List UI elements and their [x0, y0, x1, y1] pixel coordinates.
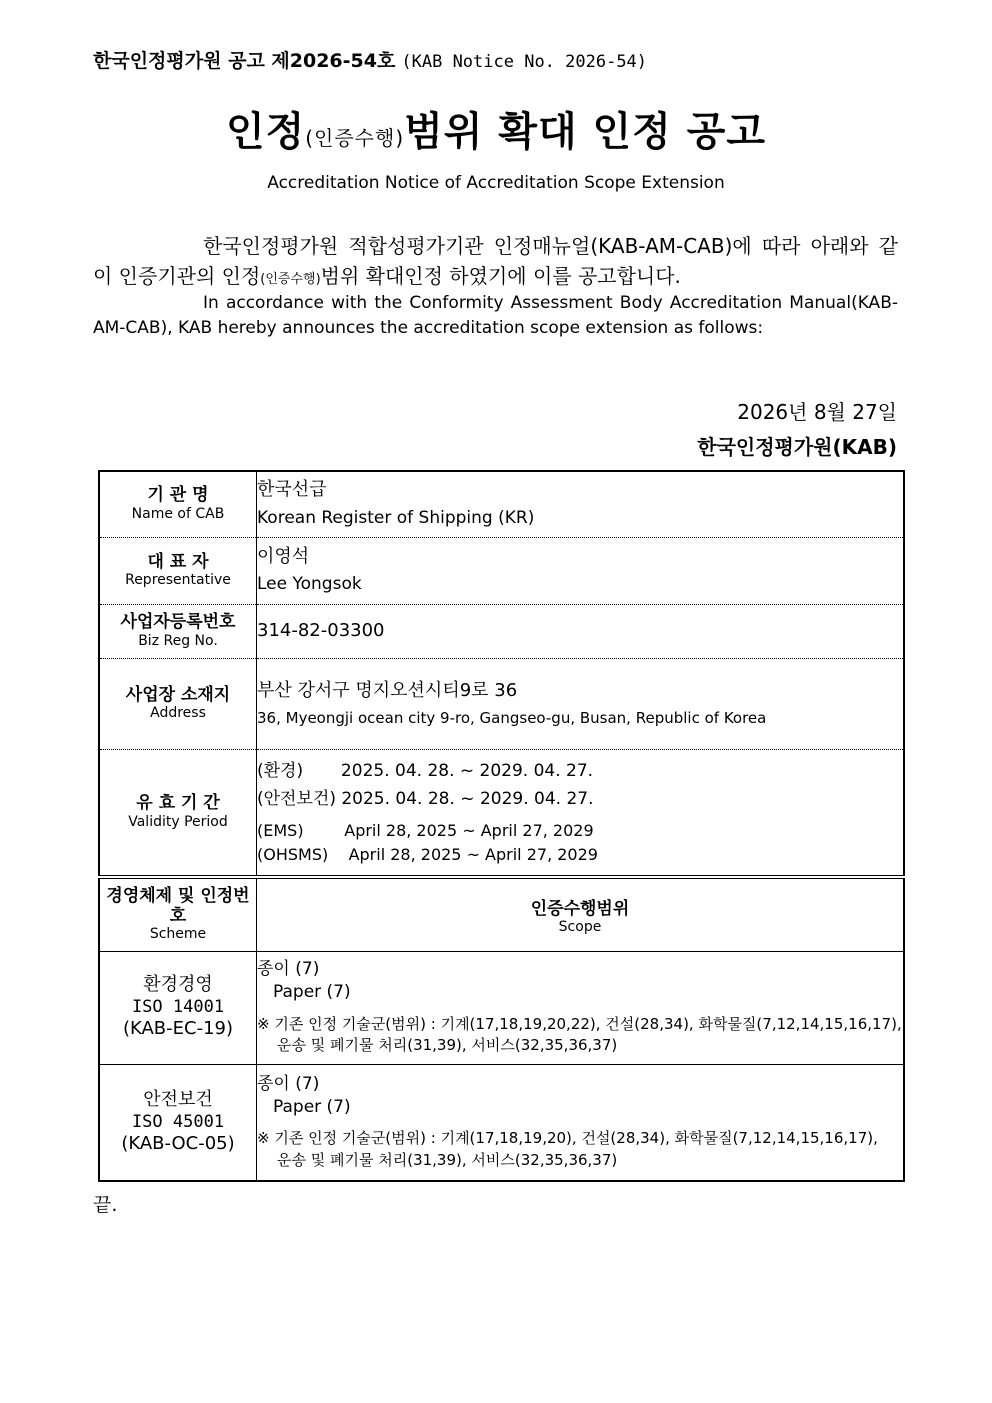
label-address	[99, 658, 257, 749]
table-row-address	[99, 658, 904, 749]
value-validity	[257, 749, 905, 877]
scope-ohsms-note-b: 운송 및 폐기물 처리(31,39), 서비스(32,35,36,37)	[277, 1151, 618, 1170]
table-row-biz	[99, 604, 904, 658]
scope-ohsms-en: Paper (7)	[273, 1096, 351, 1117]
scheme-ems-name: 환경경영	[143, 974, 213, 996]
label-biz-ko: 사업자등록번호	[120, 612, 236, 633]
scope-head-en: Scope	[558, 919, 602, 936]
label-biz	[99, 604, 257, 658]
scope-ohsms-note-a: ※ 기존 인정 기술군(범위) : 기계(17,18,19,20), 건설(28,34), 화학물질(7,12,14,15,16,17),	[257, 1129, 878, 1148]
label-cab-en: Name of CAB	[131, 505, 225, 522]
scheme-ohsms-label	[99, 1064, 257, 1181]
label-validity-en: Validity Period	[128, 813, 228, 830]
scheme-ohsms-std: ISO 45001	[131, 1111, 225, 1132]
intro-ko-part-a: 한국인정평가원 적합성평가기관 인정매뉴얼(KAB-AM-CAB)에 따라 아래와 같이 인증기관의 인정	[93, 234, 898, 288]
scheme-ems-code: (KAB-EC-19)	[122, 1018, 234, 1040]
label-biz-en: Biz Reg No.	[138, 632, 218, 649]
label-address-en: Address	[150, 705, 206, 722]
end-mark: 끝.	[93, 1194, 118, 1216]
scope-head-ko: 인증수행범위	[530, 899, 630, 920]
value-biz	[257, 604, 905, 658]
issuer: 한국인정평가원(KAB)	[697, 435, 897, 459]
title-part-b: 범위 확대 인정 공고	[404, 109, 767, 155]
title-small: (인증수행)	[305, 126, 405, 150]
notice-date: 2026년 8월 27일	[737, 400, 897, 424]
label-validity	[99, 749, 257, 877]
validity-ohsms-ko: (안전보건) 2025. 04. 28. ~ 2029. 04. 27.	[257, 789, 594, 810]
scope-ems-note-b: 운송 및 폐기물 처리(31,39), 서비스(32,35,36,37)	[277, 1036, 618, 1055]
scope-ohsms-note	[257, 1128, 903, 1172]
validity-ems-en: (EMS) April 28, 2025 ~ April 27, 2029	[257, 821, 594, 841]
scheme-ems-scope	[257, 951, 905, 1064]
label-scheme-header	[99, 877, 257, 951]
page-title	[0, 100, 992, 157]
label-rep-en: Representative	[125, 572, 231, 589]
validity-ems-ko: (환경) 2025. 04. 28. ~ 2029. 04. 27.	[257, 761, 594, 782]
address-en: 36, Myeongji ocean city 9-ro, Gangseo-gu, Busan, Republic of Korea	[257, 708, 767, 727]
scope-ems-note	[257, 1014, 903, 1058]
accreditation-table	[98, 470, 905, 1182]
table-row-rep	[99, 537, 904, 604]
intro-korean	[93, 231, 898, 295]
address-ko: 부산 강서구 명지오션시티9로 36	[257, 680, 518, 702]
rep-name-ko: 이영석	[257, 545, 310, 567]
value-address	[257, 658, 905, 749]
label-cab-ko: 기 관 명	[147, 485, 209, 506]
cab-name-ko: 한국선급	[257, 479, 327, 501]
intro-english: In accordance with the Conformity Assessment Body Accreditation Manual(KAB-AM-CAB), KAB hereby announces the accreditation scope extension as follows:	[93, 293, 898, 338]
intro-ko-small: (인증수행)	[260, 272, 321, 287]
validity-ohsms-en: (OHSMS) April 28, 2025 ~ April 27, 2029	[257, 845, 598, 865]
notice-number-ko: 한국인정평가원 공고 제2026-54호	[93, 50, 396, 72]
title-part-a: 인정	[225, 109, 306, 155]
label-validity-ko: 유 효 기 간	[136, 793, 220, 814]
page-subtitle: Accreditation Notice of Accreditation Scope Extension	[267, 173, 725, 193]
scope-ems-en: Paper (7)	[273, 981, 351, 1002]
table-row-validity	[99, 749, 904, 877]
scheme-ems-std: ISO 14001	[131, 996, 225, 1017]
label-cab	[99, 471, 257, 537]
notice-number-en: (KAB Notice No. 2026-54)	[401, 52, 648, 72]
scheme-ohsms-scope	[257, 1064, 905, 1181]
scheme-head-en: Scheme	[149, 926, 207, 943]
label-address-ko: 사업장 소재지	[125, 684, 231, 705]
scope-ems-ko: 종이 (7)	[257, 958, 320, 979]
label-scope-header	[257, 877, 905, 951]
scheme-ohsms-code: (KAB-OC-05)	[121, 1132, 235, 1154]
label-rep	[99, 537, 257, 604]
value-cab	[257, 471, 905, 537]
intro-ko-part-b: 범위 확대인정 하였기에 이를 공고합니다.	[320, 264, 681, 288]
scope-ems-note-a: ※ 기존 인정 기술군(범위) : 기계(17,18,19,20,22), 건설(28,34), 화학물질(7,12,14,15,16,17),	[257, 1014, 902, 1033]
rep-name-en: Lee Yongsok	[257, 574, 362, 595]
table-row-scheme-header	[99, 877, 904, 951]
label-rep-ko: 대 표 자	[147, 551, 209, 572]
scheme-ems-label	[99, 951, 257, 1064]
notice-number	[93, 46, 647, 73]
scheme-head-ko: 경영체제 및 인정번호	[106, 886, 250, 926]
table-row-scheme-ohsms	[99, 1064, 904, 1181]
scope-ohsms-ko: 종이 (7)	[257, 1073, 320, 1094]
biz-reg-no: 314-82-03300	[257, 619, 385, 641]
value-rep	[257, 537, 905, 604]
table-row-cab	[99, 471, 904, 537]
scheme-ohsms-name: 안전보건	[143, 1089, 213, 1111]
table-row-scheme-ems	[99, 951, 904, 1064]
cab-name-en: Korean Register of Shipping (KR)	[257, 508, 535, 529]
